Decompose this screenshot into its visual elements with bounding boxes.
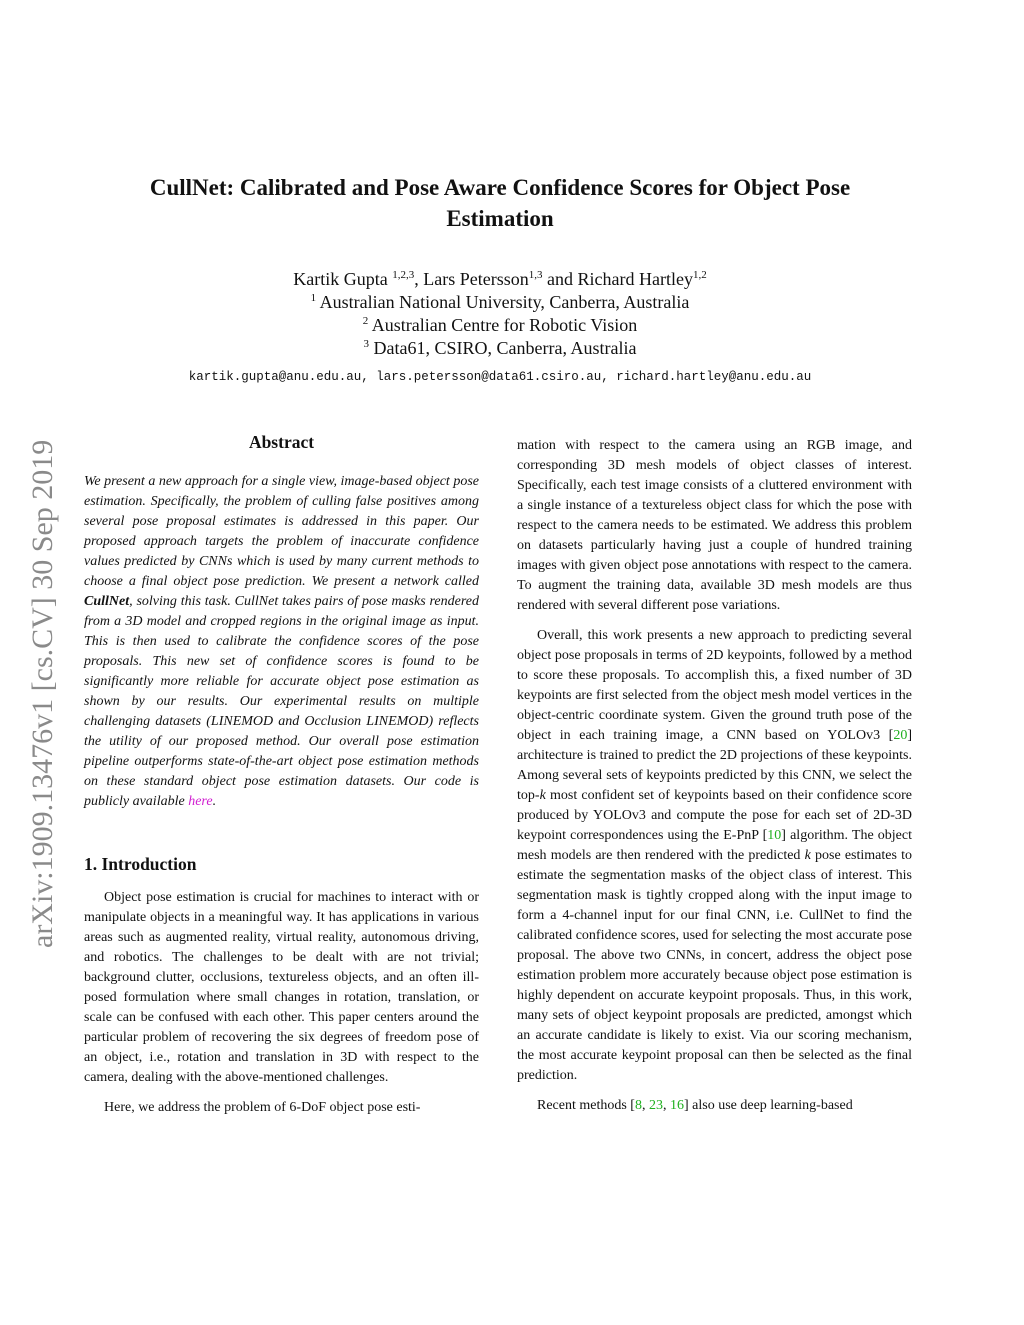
- citation-separator: ,: [641, 1098, 649, 1113]
- abstract-text: [84, 472, 479, 812]
- affiliation-mark: 1: [310, 292, 317, 304]
- body-text: pose estimates to estimate the segmentation masks of the object class of interest. This segmentation mask is tightly cropped along with the input image to form a 4-channel input for our final CNN, i.e. CullNet to find the calibrated confidence scores, used for selecting the most accurate pose proposal. The above two CNNs, in concert, address the object pose estimation problem more accurately because object pose estimation is highly dependent on accurate keypoint proposals. Thus, in this work, many sets of object keypoint proposals are predicted, amongst which an accurate candidate is likely to exist. Via our scoring mechanism, the most accurate keypoint proposal can then be selected as the final prediction.: [517, 848, 912, 1083]
- author-affiliation-mark: 1,2,3: [392, 269, 415, 281]
- body-text: ] algorithm. The object mesh models are then rendered with the predicted: [517, 828, 912, 863]
- citation-separator: ,: [662, 1098, 670, 1113]
- body-text: Overall, this work presents a new approach to predicting several object pose proposals in terms of 2D keypoints, followed by a method to score these proposals. To accomplish this, a fixed number of 3D keypoints are first selected from the object mesh model vertices in the object-centric coordinate system. Given the ground truth pose of the object in each training image, a CNN based on YOLOv3 [: [517, 628, 912, 743]
- code-link[interactable]: here: [188, 794, 213, 809]
- author-name: and Richard Hartley: [542, 269, 693, 289]
- math-k: k: [539, 788, 546, 803]
- affiliation-text: Australian National University, Canberra, Australia: [316, 292, 690, 312]
- abstract-text-part: , solving this task. CullNet takes pairs of pose masks rendered from a 3D model and cropped regions in the original image as input. This is then used to calibrate the confidence scores of the pose proposals. This new set of confidence scores is found to be significantly more reliable for accurate object pose estimation as shown by our results. Our experimental results on multiple challenging datasets (LINEMOD and Occlusion LINEMOD) reflects the utility of our proposed method. Our overall pose estimation pipeline outperforms state-of-the-art object pose estimation methods on these standard object pose estimation datasets. Our code is publicly available: [84, 594, 479, 809]
- affiliation-2: [100, 314, 900, 337]
- intro-paragraph-1: Object pose estimation is crucial for machines to interact with or manipulate objects in a meaningful way. It has applications in various areas such as augmented reality, virtual reality, autonomous driving, and robotics. The challenges to be dealt with are not trivial; background clutter, occlusions, textureless objects, and an often ill-posed formulation where small changes in rotation, translation, or scale can be confused with each other. This paper centers around the particular problem of recovering the six degrees of freedom pose of an object, i.e., rotation and translation in 3D with respect to the camera, dealing with the above-mentioned challenges.: [84, 890, 479, 1085]
- affiliation-mark: 2: [362, 315, 369, 327]
- citation-link[interactable]: 20: [893, 728, 908, 743]
- affiliation-text: Australian Centre for Robotic Vision: [368, 315, 638, 335]
- arxiv-stamp: arXiv:1909.13476v1 [cs.CV] 30 Sep 2019: [26, 439, 59, 948]
- author-names: [100, 268, 900, 291]
- right-column: [517, 436, 912, 1116]
- body-paragraph-1: mation with respect to the camera using an RGB image, and corresponding 3D mesh models of object classes of interest. Specifically, each test image consists of a cluttered environment with a single instance of a textureless object class for which the pose with respect to the camera needs to be estimated. We address this problem on datasets particularly having just a couple of hundred training images with given object pose annotations with respect to the camera. To augment the training data, available 3D mesh models are thus rendered with several different pose variations.: [517, 438, 912, 613]
- body-text: Recent methods [: [537, 1098, 635, 1113]
- left-column: [84, 432, 479, 1118]
- author-name: Kartik Gupta: [293, 269, 393, 289]
- paper-title: CullNet: Calibrated and Pose Aware Confidence Scores for Object Pose Estimation: [149, 175, 851, 231]
- abstract-text-part: .: [212, 794, 217, 809]
- author-emails: kartik.gupta@anu.edu.au, lars.petersson@data61.csiro.au, richard.hartley@anu.edu.au: [188, 370, 812, 384]
- body-text: ] also use deep learning-based: [683, 1098, 853, 1113]
- body-paragraph-2: [517, 626, 912, 1086]
- author-block: [100, 268, 900, 360]
- abstract-text-part: We present a new approach for a single view, image-based object pose estimation. Specifically, the problem of culling false positives among several pose proposal estimates is addressed in this paper. Our proposed approach targets the problem of inaccurate confidence values predicted by CNNs which is used by many current methods to choose a final object pose prediction. We present a network called: [84, 474, 479, 589]
- abstract-heading: Abstract: [248, 432, 315, 452]
- citation-link[interactable]: 8: [634, 1098, 642, 1113]
- affiliation-mark: 3: [363, 338, 370, 350]
- cullnet-term: CullNet: [84, 594, 130, 609]
- math-k: k: [804, 848, 811, 863]
- body-paragraph-3: [517, 1096, 912, 1116]
- body-text: ] architecture is trained to predict the 2D projections of these keypoints. Among several sets of keypoints predicted by this CNN, we select the top-: [517, 728, 912, 803]
- author-name: , Lars Petersson: [414, 269, 529, 289]
- citation-link[interactable]: 10: [767, 828, 782, 843]
- citation-link[interactable]: 23: [648, 1098, 663, 1113]
- introduction-heading: 1. Introduction: [84, 854, 197, 874]
- author-affiliation-mark: 1,2: [692, 269, 707, 281]
- affiliation-3: [100, 337, 900, 360]
- intro-paragraph-2: Here, we address the problem of 6-DoF object pose esti-: [104, 1100, 421, 1115]
- body-text: most confident set of keypoints based on their confidence score produced by YOLOv3 and compute the pose for each set of 2D-3D keypoint correspondences using the E-PnP [: [517, 788, 912, 843]
- affiliation-text: Data61, CSIRO, Canberra, Australia: [369, 338, 637, 358]
- author-affiliation-mark: 1,3: [528, 269, 543, 281]
- citation-link[interactable]: 16: [669, 1098, 684, 1113]
- affiliation-1: [100, 291, 900, 314]
